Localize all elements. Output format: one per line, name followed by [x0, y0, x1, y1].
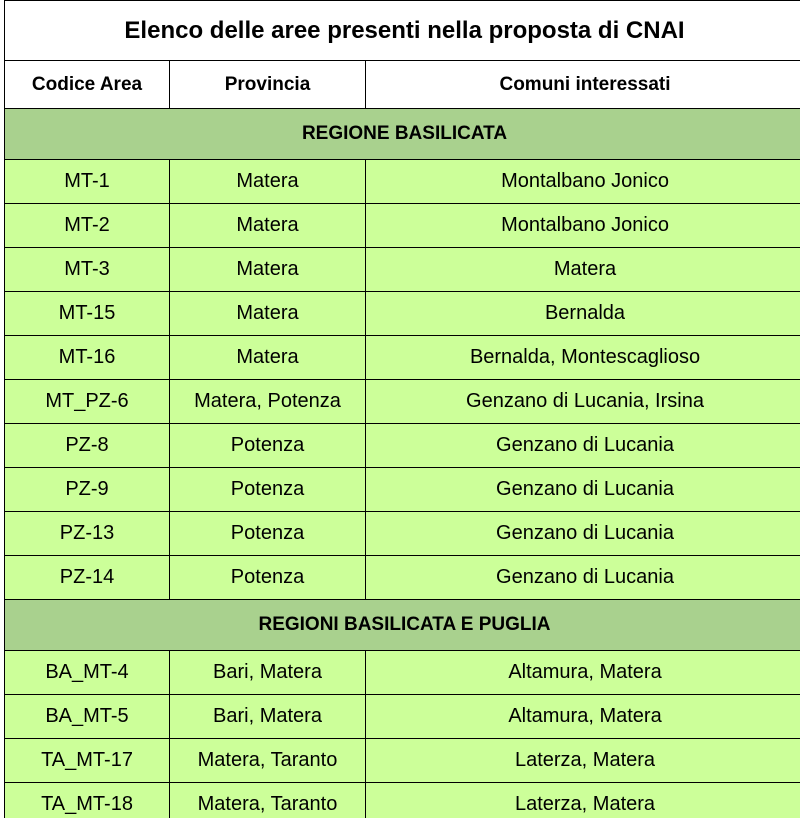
cell-provincia: Matera — [170, 160, 366, 204]
cell-provincia: Bari, Matera — [170, 695, 366, 739]
cell-comuni: Laterza, Matera — [366, 783, 800, 818]
cell-comuni: Matera — [366, 248, 800, 292]
table-row — [5, 204, 800, 248]
column-header-comuni: Comuni interessati — [366, 61, 800, 109]
cell-comuni: Altamura, Matera — [366, 695, 800, 739]
areas-table-container — [4, 0, 800, 818]
cell-provincia: Potenza — [170, 512, 366, 556]
cell-comuni: Genzano di Lucania — [366, 512, 800, 556]
title-row — [5, 1, 800, 61]
cell-code: MT_PZ-6 — [5, 380, 170, 424]
table-row — [5, 512, 800, 556]
cell-code: TA_MT-18 — [5, 783, 170, 818]
table-row — [5, 651, 800, 695]
cell-comuni: Bernalda — [366, 292, 800, 336]
table-row — [5, 336, 800, 380]
cell-code: BA_MT-5 — [5, 695, 170, 739]
cell-code: MT-3 — [5, 248, 170, 292]
table-row — [5, 248, 800, 292]
column-header-codice-area: Codice Area — [5, 61, 170, 109]
cell-comuni: Genzano di Lucania — [366, 468, 800, 512]
cell-provincia: Matera — [170, 204, 366, 248]
cell-provincia: Matera — [170, 336, 366, 380]
cell-code: TA_MT-17 — [5, 739, 170, 783]
cell-comuni: Genzano di Lucania — [366, 556, 800, 600]
cell-code: PZ-8 — [5, 424, 170, 468]
cell-comuni: Altamura, Matera — [366, 651, 800, 695]
cell-comuni: Montalbano Jonico — [366, 204, 800, 248]
cell-comuni: Laterza, Matera — [366, 739, 800, 783]
areas-table — [4, 0, 800, 818]
cell-provincia: Matera, Taranto — [170, 783, 366, 818]
cell-comuni: Genzano di Lucania, Irsina — [366, 380, 800, 424]
cell-code: MT-1 — [5, 160, 170, 204]
cell-code: PZ-14 — [5, 556, 170, 600]
cell-provincia: Potenza — [170, 424, 366, 468]
section-row — [5, 600, 800, 651]
table-row — [5, 695, 800, 739]
table-row — [5, 783, 800, 818]
column-header-provincia: Provincia — [170, 61, 366, 109]
cell-provincia: Bari, Matera — [170, 651, 366, 695]
table-row — [5, 424, 800, 468]
header-row — [5, 61, 800, 109]
cell-provincia: Matera, Taranto — [170, 739, 366, 783]
section-label: REGIONE BASILICATA — [5, 109, 800, 160]
table-row — [5, 160, 800, 204]
cell-code: MT-15 — [5, 292, 170, 336]
cell-comuni: Bernalda, Montescaglioso — [366, 336, 800, 380]
cell-provincia: Matera — [170, 248, 366, 292]
cell-provincia: Potenza — [170, 468, 366, 512]
section-row — [5, 109, 800, 160]
table-row — [5, 380, 800, 424]
cell-comuni: Montalbano Jonico — [366, 160, 800, 204]
table-row — [5, 468, 800, 512]
cell-code: MT-16 — [5, 336, 170, 380]
table-row — [5, 292, 800, 336]
table-title: Elenco delle aree presenti nella proposta di CNAI — [5, 1, 800, 61]
cell-comuni: Genzano di Lucania — [366, 424, 800, 468]
cell-provincia: Matera — [170, 292, 366, 336]
cell-code: MT-2 — [5, 204, 170, 248]
section-label: REGIONI BASILICATA E PUGLIA — [5, 600, 800, 651]
cell-provincia: Matera, Potenza — [170, 380, 366, 424]
cell-code: BA_MT-4 — [5, 651, 170, 695]
cell-code: PZ-13 — [5, 512, 170, 556]
cell-provincia: Potenza — [170, 556, 366, 600]
cell-code: PZ-9 — [5, 468, 170, 512]
table-row — [5, 739, 800, 783]
table-row — [5, 556, 800, 600]
